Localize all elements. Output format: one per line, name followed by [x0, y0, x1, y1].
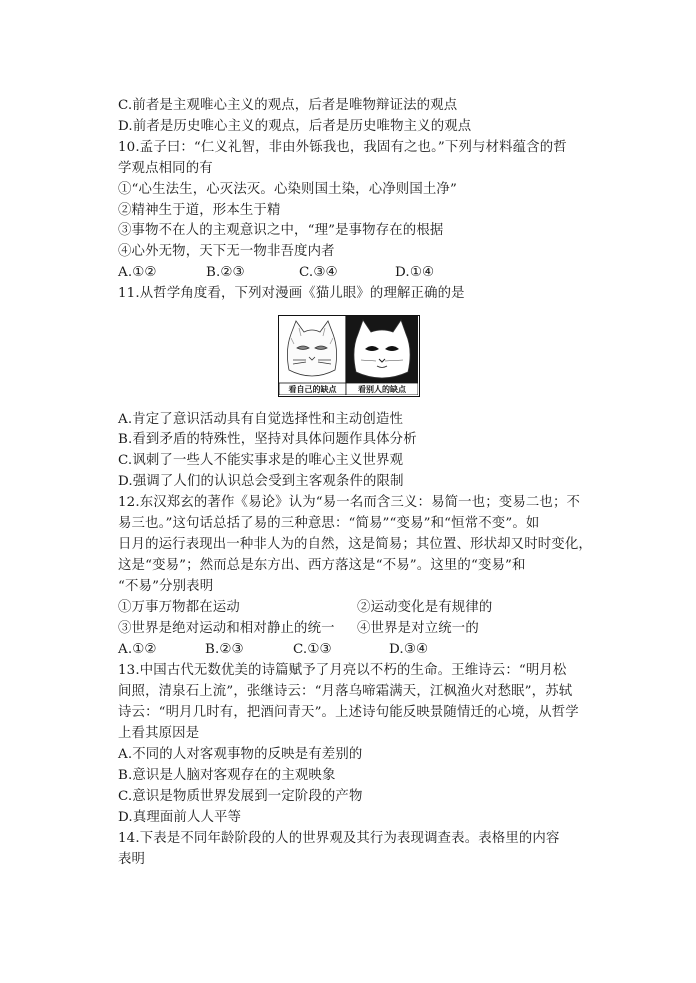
q10-choice-d: D.①④ — [395, 265, 435, 280]
q12-statement-4: ④世界是对立统一的 — [357, 621, 479, 636]
q11-option-d: D.强调了人们的认识总会受到主客观条件的限制 — [118, 474, 404, 489]
q13-stem-line3: 诗云：“明月几时有，把酒问青天”。上述诗句能反映景随情迁的心境，从哲学 — [118, 705, 579, 720]
q10-choice-a: A.①② — [118, 265, 157, 280]
q12-stem-line2: 易三也。”这句话总括了易的三种意思：“简易”“变易”和“恒常不变”。如 — [118, 516, 540, 531]
q12-stem-line5: “不易”分别表明 — [118, 579, 214, 594]
q12-statement-2: ②运动变化是有规律的 — [357, 600, 493, 615]
q10-stem-line2: 学观点相同的有 — [118, 161, 213, 176]
q12-statements-row1 — [118, 599, 492, 617]
q13-option-b: B.意识是人脑对客观存在的主观映象 — [118, 768, 336, 783]
q12-choice-b: B.②③ — [205, 642, 244, 657]
q9-option-d: D.前者是历史唯心主义的观点，后者是历史唯物主义的观点 — [118, 119, 472, 134]
q10-statement-4: ④心外无物，天下无一物非吾度内者 — [118, 244, 335, 259]
q10-stem-line1: 10.孟子曰：“仁义礼智，非由外铄我也，我固有之也。”下列与材料蕴含的哲 — [118, 140, 567, 155]
q12-choice-a: A.①② — [118, 642, 157, 657]
q11-option-c: C.讽刺了一些人不能实事求是的唯心主义世界观 — [118, 453, 404, 468]
q10-statement-3: ③事物不在人的主观意识之中，“理”是事物存在的根据 — [118, 223, 444, 238]
q12-choices — [118, 641, 428, 659]
q14-stem-line2: 表明 — [118, 852, 146, 867]
q11-option-b: B.看到矛盾的特殊性，坚持对具体问题作具体分析 — [118, 432, 417, 447]
q9-option-c: C.前者是主观唯心主义的观点，后者是唯物辩证法的观点 — [118, 98, 458, 113]
q13-stem-line2: 间照，清泉石上流”，张继诗云：“月落乌啼霜满天，江枫渔火对愁眠”，苏轼 — [118, 684, 573, 699]
q10-choice-c: C.③④ — [299, 265, 338, 280]
q11-option-a: A.肯定了意识活动具有自觉选择性和主动创造性 — [118, 412, 404, 427]
q12-statement-3: ③世界是绝对运动和相对静止的统一 — [118, 621, 335, 636]
q12-statements-row2 — [118, 620, 479, 638]
q12-stem-line4: 这是“变易”；然而总是东方出、西方落这是“不易”。这里的“变易”和 — [118, 558, 526, 573]
q13-option-c: C.意识是物质世界发展到一定阶段的产物 — [118, 789, 363, 804]
q13-stem-line4: 上看其原因是 — [118, 726, 200, 741]
q13-option-a: A.不同的人对客观事物的反映是有差别的 — [118, 747, 363, 762]
q11-stem: 11.从哲学角度看，下列对漫画《猫儿眼》的理解正确的是 — [118, 286, 465, 301]
caption-right: 看别人的缺点 — [358, 385, 406, 394]
q10-statement-1: ①“心生法生，心灭法灭。心染则国土染，心净则国土净” — [118, 182, 457, 197]
q10-choices — [118, 264, 434, 282]
q14-stem-line1: 14.下表是不同年龄阶段的人的世界观及其行为表现调查表。表格里的内容 — [118, 831, 560, 846]
q13-stem-line1: 13.中国古代无数优美的诗篇赋予了月亮以不朽的生命。王维诗云：“明月松 — [118, 663, 567, 678]
q12-choice-c: C.①③ — [293, 642, 332, 657]
caption-left: 看自己的缺点 — [288, 385, 337, 394]
q12-stem-line1: 12.东汉郑玄的著作《易论》认为“易一名而含三义：易简一也；变易二也；不 — [118, 495, 581, 510]
q12-choice-d: D.③④ — [389, 642, 429, 657]
q10-choice-b: B.②③ — [206, 265, 245, 280]
q12-statement-1: ①万事万物都在运动 — [118, 600, 240, 615]
q12-stem-line3: 日月的运行表现出一种非人为的自然，这是简易；其位置、形状却又时时变化， — [118, 537, 592, 552]
q13-option-d: D.真理面前人人平等 — [118, 810, 242, 825]
left-cat-drawing — [287, 321, 336, 376]
cat-eye-cartoon — [278, 315, 420, 397]
q10-statement-2: ②精神生于道，形本生于精 — [118, 203, 281, 218]
